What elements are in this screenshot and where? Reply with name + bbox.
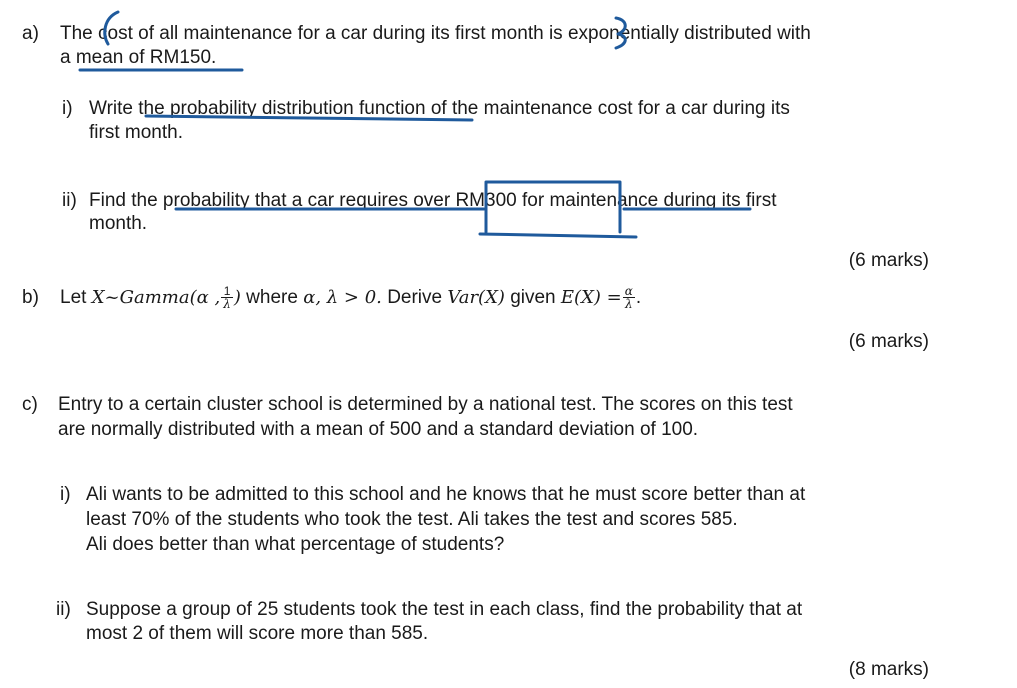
part-b-given: given: [510, 287, 556, 308]
part-a-i-line-1: Write the probability distribution function of the maintenance cost for a car during its: [89, 98, 790, 119]
part-c-label: c): [22, 394, 38, 415]
part-a-ii-line-2: month.: [89, 213, 148, 234]
part-a-label: a): [22, 23, 39, 44]
part-a-i-line-2: first month.: [89, 122, 183, 143]
part-a-ii-line-1: Find the probability that a car requires over RM300 for maintenance during its first: [89, 190, 777, 211]
part-c-i-label: i): [60, 484, 71, 505]
part-b-derive: Derive: [387, 287, 443, 308]
part-c-line-2: are normally distributed with a mean of 500 and a standard deviation of 100.: [58, 419, 699, 440]
part-c-i-line-3: Ali does better than what percentage of students?: [86, 534, 505, 555]
part-c-i-line-2: least 70% of the students who took the test. Ali takes the test and scores 585.: [86, 509, 738, 530]
part-c-marks: (8 marks): [848, 659, 929, 680]
part-b-gamma: Gamma(α ,: [119, 287, 221, 308]
part-b-tilde: ~: [104, 287, 120, 308]
part-b-close-paren: ): [233, 287, 241, 308]
part-c-line-1: Entry to a certain cluster school is determined by a national test. The scores on this test: [58, 394, 793, 415]
part-b-expectation-fraction: [623, 285, 635, 310]
part-b-fraction-numerator: 1: [221, 285, 233, 298]
part-a-line-1: The cost of all maintenance for a car during its first month is exponentially distributed with: [60, 23, 811, 44]
part-b-marks: (6 marks): [848, 331, 929, 352]
part-b-expectation: E(X) =: [560, 287, 622, 308]
part-a-marks: (6 marks): [848, 250, 929, 271]
part-b-statement: [60, 283, 641, 313]
part-c-ii-line-2: most 2 of them will score more than 585.: [86, 623, 429, 644]
part-b-fraction-denominator: λ: [223, 297, 231, 312]
part-b-condition: α, λ > 0.: [303, 287, 382, 308]
part-b-where: where: [246, 287, 298, 308]
ink-box-bottom: [480, 234, 636, 237]
part-c-ii-line-1: Suppose a group of 25 students took the test in each class, find the probability that at: [86, 599, 803, 620]
part-b-variance: Var(X): [447, 287, 505, 308]
part-c-ii-label: ii): [56, 599, 71, 620]
part-b-fraction: [221, 285, 233, 310]
part-c-i-line-1: Ali wants to be admitted to this school and he knows that he must score better than at: [86, 484, 806, 505]
part-b-expectation-numerator: α: [624, 284, 633, 299]
part-a-line-2: a mean of RM150.: [60, 47, 217, 68]
part-a-ii-label: ii): [62, 190, 77, 211]
part-a-i-label: i): [62, 98, 73, 119]
part-b-period: .: [635, 287, 642, 308]
part-b-variable: X: [91, 287, 105, 308]
part-b-label: b): [22, 287, 39, 308]
part-b-let: Let: [60, 287, 87, 308]
part-b-expectation-denominator: λ: [624, 297, 633, 312]
